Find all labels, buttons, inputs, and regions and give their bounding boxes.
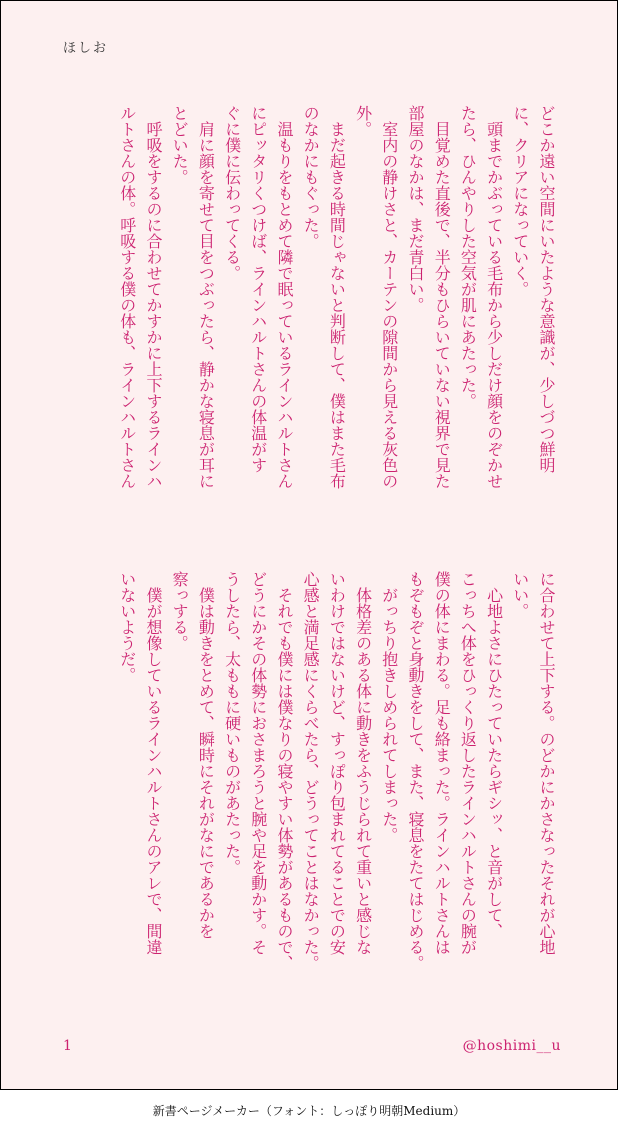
- text-line: 呼吸をするのに合わせてかすかに上下するラインハ: [143, 105, 163, 489]
- text-line: に、クリアになっていく。: [510, 105, 530, 297]
- text-line: うしたら、太ももに硬いものがあたった。: [222, 571, 242, 875]
- text-line: 室内の静けさと、カーテンの隙間から見える灰色の: [379, 105, 399, 489]
- text-line: いないようだ。: [117, 571, 137, 683]
- text-line: 心地よさにひたっていたらギシッ、と音がして、: [484, 571, 504, 939]
- text-line: どこか遠い空間にいたような意識が、少しづつ鮮明: [537, 105, 556, 473]
- text-column-top: [59, 105, 559, 525]
- text-line: 目覚めた直後で、半分もひらいていない視界で見た: [432, 105, 452, 489]
- page-number: 1: [63, 1038, 72, 1054]
- text-line: 外。: [353, 105, 373, 137]
- text-line: こっちへ体をひっくり返したラインハルトさんの腕が: [458, 571, 478, 955]
- text-line: 僕が想像しているラインハルトさんのアレで、間違: [143, 571, 163, 955]
- text-line: それでも僕には僕なりの寝やすい体勢があるもので、: [274, 571, 294, 971]
- text-line: もぞもぞと身動きをして、また、寝息をたてはじめる。: [405, 571, 425, 971]
- text-line: どうにかその体勢におさまろうと腕や足を動かす。そ: [248, 571, 268, 955]
- text-line: 僕は動きをとめて、瞬時にそれがなにであるかを: [196, 571, 216, 939]
- text-line: いい。: [510, 571, 530, 619]
- text-line: ルトさんの体。呼吸する僕の体も、ラインハルトさん: [117, 105, 137, 489]
- text-line: 僕の体にまわる。足も絡まった。ラインハルトさんは: [432, 571, 452, 955]
- text-line: にピッタリくつけば、ラインハルトさんの体温がす: [248, 105, 268, 473]
- text-line: 部屋のなかは、まだ青白い。: [405, 105, 425, 313]
- text-column-bottom: [59, 571, 559, 1011]
- author-handle: @hoshimi__u: [462, 1038, 561, 1054]
- text-line: 心感と満足感にくらべたら、どうってことはなかった。: [301, 571, 321, 971]
- text-line: とどいた。: [170, 105, 190, 185]
- text-line: 頭までかぶっている毛布から少しだけ顔をのぞかせ: [484, 105, 504, 489]
- text-line: 体格差のある体に動きをふうじられて重いと感じな: [353, 571, 373, 955]
- text-line: 温もりをもとめて隣で眠っているラインハルトさん: [274, 105, 294, 489]
- text-line: のなかにもぐった。: [301, 105, 321, 249]
- text-line: に合わせて上下する。のどかにかさなったそれが心地: [537, 571, 556, 955]
- generator-credit: 新書ページメーカー（フォント：しっぽり明朝Medium）: [152, 1104, 466, 1118]
- text-line: ぐに僕に伝わってくる。: [222, 105, 242, 281]
- text-line: まだ起きる時間じゃないと判断して、僕はまた毛布: [327, 105, 347, 489]
- text-line: がっちり抱きしめられてしまった。: [379, 571, 399, 843]
- page-header-author: ほしお: [63, 41, 109, 56]
- text-line: 肩に顔を寄せて目をつぶったら、静かな寝息が耳に: [196, 105, 216, 489]
- text-line: 察っする。: [170, 571, 190, 651]
- text-line: たら、ひんやりした空気が肌にあたった。: [458, 105, 478, 409]
- text-line: いわけではないけど、すっぽり包まれてることでの安: [327, 571, 347, 955]
